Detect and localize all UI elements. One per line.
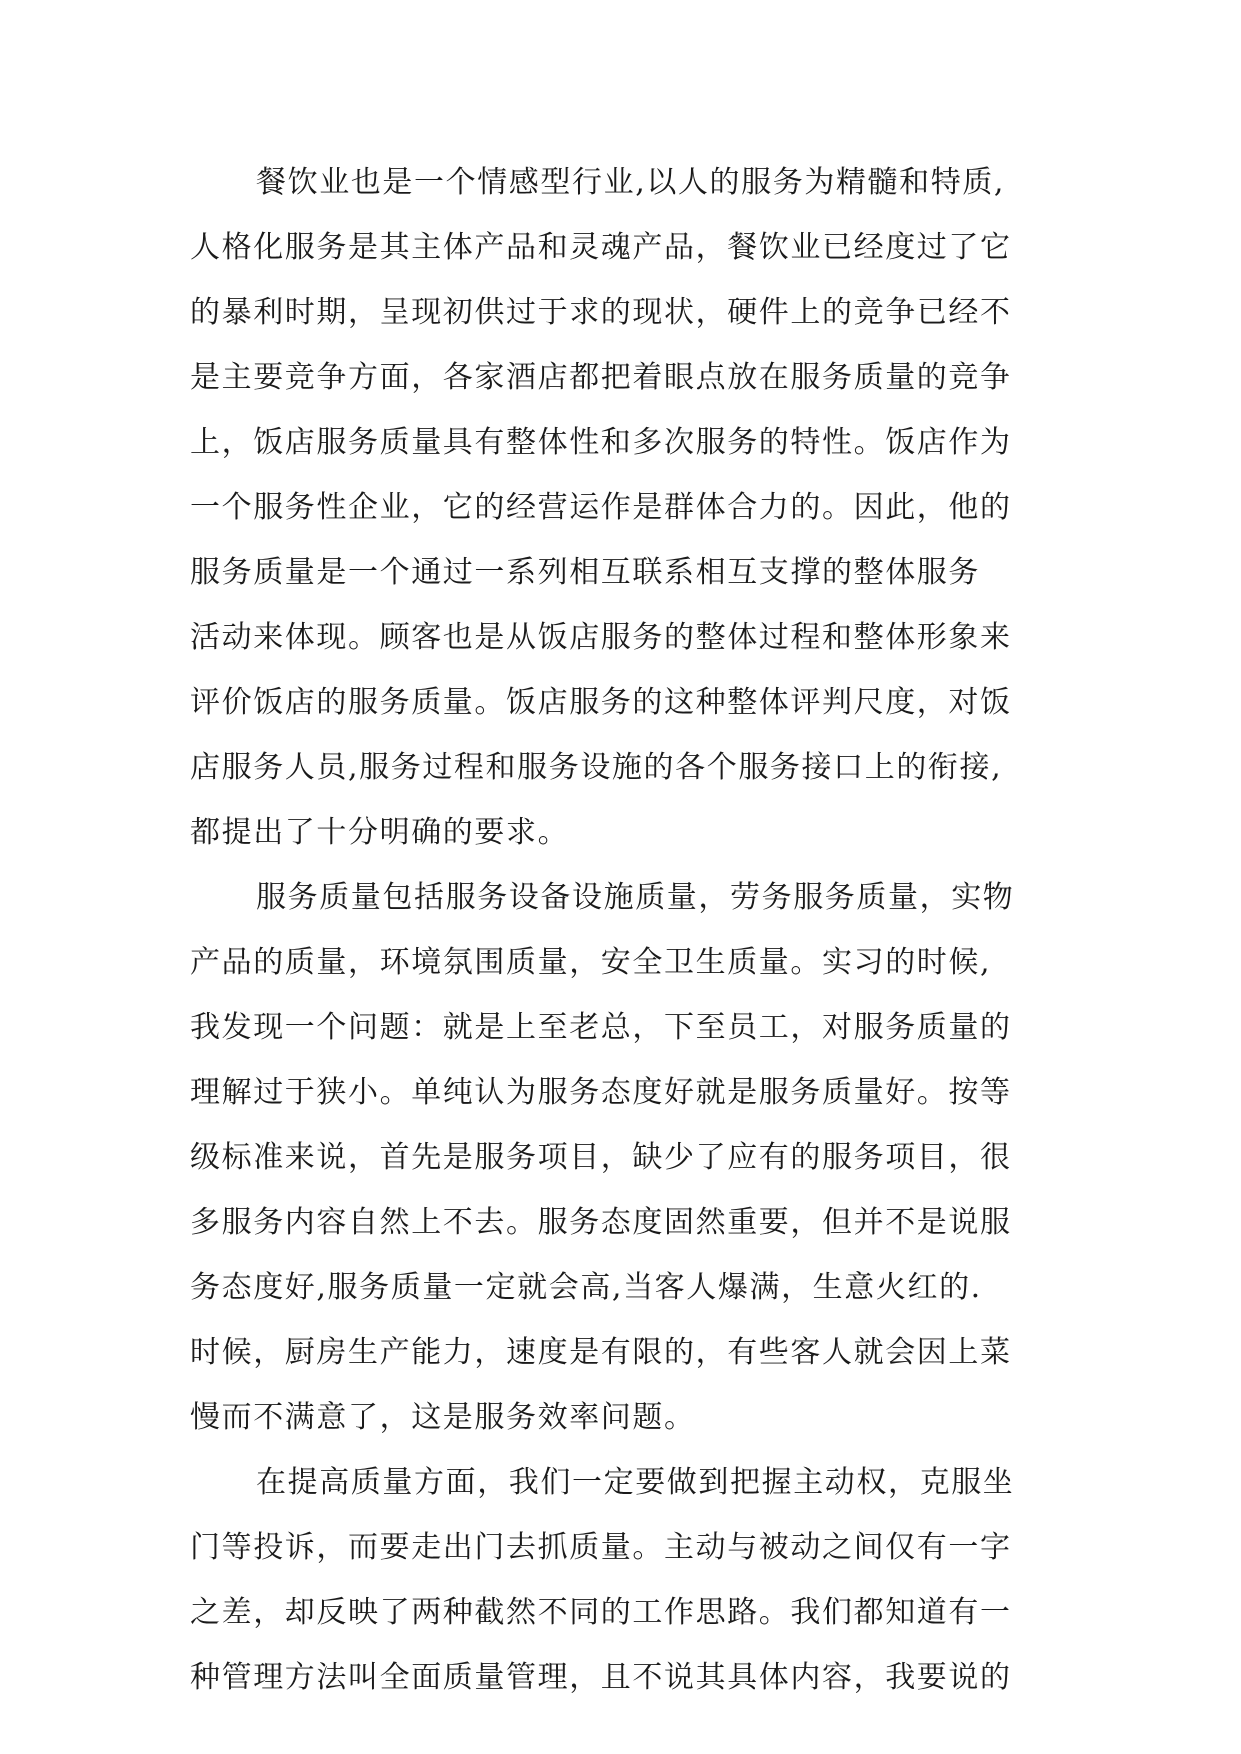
text-line: 的暴利时期，呈现初供过于求的现状，硬件上的竞争已经不	[190, 295, 1012, 330]
text-line: 时候，厨房生产能力，速度是有限的，有些客人就会因上菜	[190, 1335, 1012, 1370]
paragraph-1	[190, 163, 1090, 878]
text-line: 上，饭店服务质量具有整体性和多次服务的特性。饭店作为	[190, 425, 1012, 460]
text-line: 级标准来说，首先是服务项目，缺少了应有的服务项目，很	[190, 1140, 1012, 1175]
text-line: 店服务人员,服务过程和服务设施的各个服务接口上的衔接,	[190, 750, 1003, 785]
paragraph-2	[190, 878, 1090, 1463]
paragraph-3	[190, 1463, 1090, 1723]
text-line: 多服务内容自然上不去。服务态度固然重要，但并不是说服	[190, 1205, 1012, 1240]
text-line: 慢而不满意了，这是服务效率问题。	[190, 1400, 696, 1435]
text-line: 门等投诉，而要走出门去抓质量。主动与被动之间仅有一字	[190, 1530, 1012, 1565]
text-line: 餐饮业也是一个情感型行业,以人的服务为精髓和特质,	[256, 165, 1006, 200]
document-body	[190, 163, 1090, 1723]
text-line: 服务质量是一个通过一系列相互联系相互支撑的整体服务	[190, 555, 980, 590]
text-line: 都提出了十分明确的要求。	[190, 815, 570, 850]
text-line: 之差，却反映了两种截然不同的工作思路。我们都知道有一	[190, 1595, 1012, 1630]
text-line: 我发现一个问题：就是上至老总，下至员工，对服务质量的	[190, 1010, 1012, 1045]
text-line: 活动来体现。顾客也是从饭店服务的整体过程和整体形象来	[190, 620, 1012, 655]
text-line: 产品的质量，环境氛围质量，安全卫生质量。实习的时候,	[190, 945, 992, 980]
text-line: 理解过于狭小。单纯认为服务态度好就是服务质量好。按等	[190, 1075, 1012, 1110]
text-line: 一个服务性企业，它的经营运作是群体合力的。因此，他的	[190, 490, 1012, 525]
text-line: 人格化服务是其主体产品和灵魂产品，餐饮业已经度过了它	[190, 230, 1012, 265]
text-line: 种管理方法叫全面质量管理，且不说其具体内容，我要说的	[190, 1660, 1012, 1695]
text-line: 评价饭店的服务质量。饭店服务的这种整体评判尺度，对饭	[190, 685, 1012, 720]
text-line: 服务质量包括服务设备设施质量，劳务服务质量，实物	[256, 880, 1015, 915]
text-line: 是主要竞争方面，各家酒店都把着眼点放在服务质量的竞争	[190, 360, 1012, 395]
text-line: 务态度好,服务质量一定就会高,当客人爆满，生意火红的.	[190, 1270, 982, 1305]
text-line: 在提高质量方面，我们一定要做到把握主动权，克服坐	[256, 1465, 1015, 1500]
